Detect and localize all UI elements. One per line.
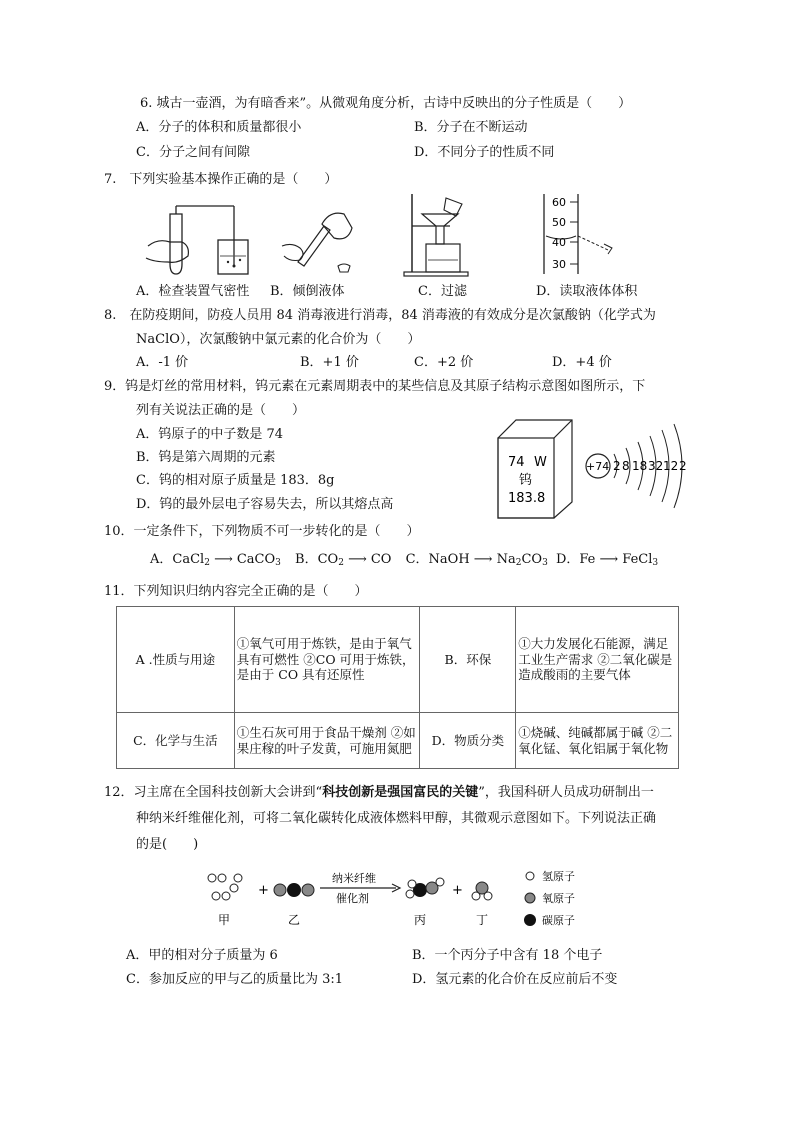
q9-option-c: C．钨的相对原子质量是 183．8g bbox=[136, 473, 335, 488]
label-bing: 丙 bbox=[414, 913, 427, 927]
element-atomic-mass: 183.8 bbox=[508, 491, 546, 506]
shell-3: 18 bbox=[632, 459, 648, 473]
table-header-cell: A .性质与用途 bbox=[117, 607, 235, 713]
pouring-liquid-illustration bbox=[278, 206, 358, 280]
legend-hydrogen: 氢原子 bbox=[542, 870, 575, 883]
atomic-structure-diagram bbox=[586, 424, 687, 508]
cylinder-tick-30: 30 bbox=[552, 258, 566, 271]
q12-option-c: C．参加反应的甲与乙的质量比为 3:1 bbox=[126, 972, 344, 987]
label-jia: 甲 bbox=[218, 913, 231, 927]
knowledge-table bbox=[116, 606, 679, 769]
legend-oxygen: 氧原子 bbox=[542, 892, 575, 905]
shell-4: 32 bbox=[648, 459, 664, 473]
cylinder-tick-40: 40 bbox=[552, 236, 566, 249]
q11-stem: 11．下列知识归纳内容完全正确的是（ ） bbox=[104, 584, 368, 599]
molecule-ding bbox=[472, 882, 492, 900]
shell-2: 8 bbox=[622, 459, 630, 473]
q7-option-b: B．倾倒液体 bbox=[270, 284, 345, 299]
label-yi: 乙 bbox=[288, 913, 301, 927]
element-cell bbox=[498, 420, 572, 518]
graduated-cylinder-illustration bbox=[534, 192, 614, 278]
table-cell: ①大力发展化石能源，满足工业生产需求 ②二氧化碳是造成酸雨的主要气体 bbox=[516, 607, 679, 713]
element-symbol: W bbox=[534, 455, 547, 470]
q12-option-d: D．氢元素的化合价在反应前后不变 bbox=[412, 972, 618, 987]
shell-5: 12 bbox=[663, 459, 679, 473]
q8-stem-line2: NaClO），次氯酸钠中氯元素的化合价为（ ） bbox=[136, 332, 421, 347]
q8-option-a: A．-1 价 bbox=[136, 355, 189, 370]
q6-option-b: B．分子在不断运动 bbox=[414, 120, 528, 135]
cylinder-tick-60: 60 bbox=[552, 196, 566, 209]
q12-option-b: B．一个丙分子中含有 18 个电子 bbox=[412, 948, 603, 963]
shell-6: 2 bbox=[679, 459, 687, 473]
reaction-arrow bbox=[320, 871, 400, 905]
q12-stem-line3: 的是( ) bbox=[136, 837, 199, 852]
table-header-cell: C．化学与生活 bbox=[117, 713, 235, 769]
nucleus-charge: +74 bbox=[586, 460, 610, 473]
arrow-label-top: 纳米纤维 bbox=[332, 872, 376, 885]
shell-1: 2 bbox=[613, 459, 621, 473]
q8-option-b: B．+1 价 bbox=[300, 355, 359, 370]
table-header-cell: D．物质分类 bbox=[420, 713, 516, 769]
q8-option-d: D．+4 价 bbox=[552, 355, 612, 370]
oxygen-legend-icon bbox=[525, 893, 535, 903]
table-row bbox=[117, 607, 679, 713]
molecule-yi bbox=[274, 883, 314, 897]
q12-stem-line2: 种纳米纤维催化剂，可将二氧化碳转化成液体燃料甲醇，其微观示意图如下。下列说法正确 bbox=[136, 811, 657, 826]
q12-option-a: A．甲的相对分子质量为 6 bbox=[126, 948, 278, 963]
q9-option-b: B．钨是第六周期的元素 bbox=[136, 450, 276, 465]
plus-sign: + bbox=[258, 883, 269, 898]
cylinder-tick-50: 50 bbox=[552, 216, 566, 229]
element-name: 钨 bbox=[519, 473, 533, 488]
q8-stem-line1: 8. 在防疫期间，防疫人员用 84 消毒液进行消毒，84 消毒液的有效成分是次氯酸钠（化学式为 bbox=[104, 308, 656, 323]
q6-option-c: C．分子之间有间隙 bbox=[136, 145, 250, 160]
filtration-illustration bbox=[400, 190, 472, 282]
q10-option-c: C．NaOH ⟶ $Na_2CO_3$ bbox=[405, 552, 548, 568]
q6-stem: 6. 城古一壶酒，为有暗香来”。从微观角度分析，古诗中反映出的分子性质是（ ） bbox=[140, 96, 632, 111]
hydrogen-legend-icon bbox=[526, 872, 534, 880]
q7-option-d: D．读取液体体积 bbox=[536, 284, 638, 299]
table-cell: ①生石灰可用于食品干燥剂 ②如果庄稼的叶子发黄，可施用氮肥 bbox=[234, 713, 420, 769]
arrow-label-bottom: 催化剂 bbox=[336, 892, 369, 905]
molecule-bing bbox=[406, 878, 444, 898]
label-ding: 丁 bbox=[476, 913, 489, 927]
plus-sign-2: + bbox=[452, 883, 463, 898]
element-atomic-number: 74 bbox=[508, 455, 525, 470]
q10-option-d: D．Fe ⟶ FeCl$_3$ bbox=[555, 552, 659, 568]
q8-option-c: C．+2 价 bbox=[414, 355, 474, 370]
table-header-cell: B．环保 bbox=[420, 607, 516, 713]
q6-option-a: A．分子的体积和质量都很小 bbox=[136, 120, 302, 135]
legend bbox=[524, 869, 575, 927]
q12-stem-line1: 12．习主席在全国科技创新大会讲到“科技创新是强国富民的关键”，我国科研人员成功研制出一 bbox=[104, 785, 654, 800]
table-row bbox=[117, 713, 679, 769]
q9-stem-line2: 列有关说法正确的是（ ） bbox=[136, 403, 306, 418]
q7-option-a: A．检查装置气密性 bbox=[136, 284, 250, 299]
q10-option-b: B．$CO_2$ ⟶ CO bbox=[295, 552, 392, 568]
q7-option-c: C．过滤 bbox=[418, 284, 467, 299]
q9-option-a: A．钨原子的中子数是 74 bbox=[136, 427, 284, 442]
molecule-jia bbox=[208, 874, 242, 900]
legend-carbon: 碳原子 bbox=[542, 914, 575, 927]
carbon-legend-icon bbox=[524, 914, 536, 926]
tungsten-figure bbox=[496, 414, 696, 520]
q9-option-d: D．钨的最外层电子容易失去，所以其熔点高 bbox=[136, 497, 394, 512]
q10-option-a: A．CaCl$_2$ ⟶ CaCO$_3$ bbox=[150, 552, 281, 568]
q7-stem: 7. 下列实验基本操作正确的是（ ） bbox=[104, 172, 338, 187]
q10-stem: 10．一定条件下，下列物质不可一步转化的是（ ） bbox=[104, 524, 420, 539]
q6-option-d: D．不同分子的性质不同 bbox=[414, 145, 555, 160]
q10-options bbox=[150, 553, 658, 568]
table-cell: ①氧气可用于炼铁，是由于氧气具有可燃性 ②CO 可用于炼铁，是由于 CO 具有还原性 bbox=[234, 607, 420, 713]
q9-stem-line1: 9．钨是灯丝的常用材料，钨元素在元素周期表中的某些信息及其原子结构示意图如图所示，下 bbox=[104, 379, 646, 394]
airtightness-check-illustration bbox=[138, 200, 258, 280]
table-cell: ①烧碱、纯碱都属于碱 ②二氧化锰、氧化铝属于氧化物 bbox=[516, 713, 679, 769]
reaction-micro-diagram bbox=[196, 866, 616, 930]
